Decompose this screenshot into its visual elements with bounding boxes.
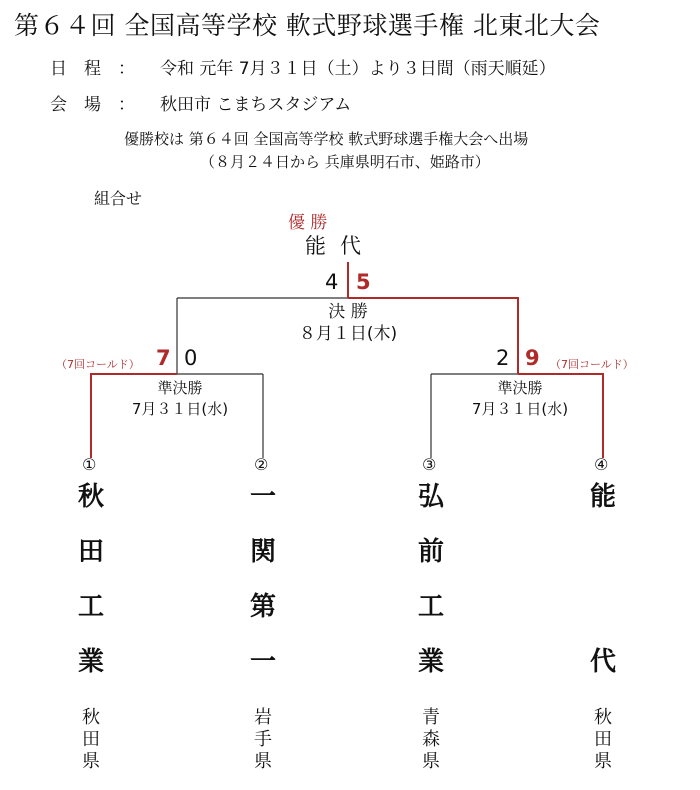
page-title: 第６４回 全国高等学校 軟式野球選手権 北東北大会 [14, 11, 601, 40]
team-1-prefecture-char: 県 [82, 751, 100, 772]
semifinal-left-name: 準決勝 [157, 379, 203, 397]
team-4-name [583, 470, 623, 690]
team-1-name-char: 業 [77, 647, 104, 677]
team-4-prefecture-char: 県 [594, 751, 612, 772]
semifinal-right-score-left: 2 [496, 346, 510, 370]
team-3-prefecture [416, 707, 446, 773]
venue-value: 秋田市 こまちスタジアム [160, 95, 352, 115]
team-1-prefecture-char: 田 [82, 729, 100, 750]
team-2-prefecture-char: 岩 [254, 707, 272, 728]
team-1-name-char: 工 [77, 592, 104, 622]
team-4-prefecture-char: 田 [594, 729, 612, 750]
champion-label: 優 勝 [288, 213, 328, 233]
team-3-name [411, 470, 451, 690]
team-2-name [243, 470, 283, 690]
team-3-name-char: 前 [417, 537, 444, 567]
team-1-name-char: 田 [77, 537, 104, 567]
semifinal-left-date: 7月３１日(水) [131, 400, 229, 418]
team-4-name-char [583, 580, 623, 635]
semifinal-right-date: 7月３１日(水) [471, 400, 569, 418]
team-3-prefecture-char: 森 [422, 729, 440, 750]
team-2-prefecture [248, 707, 278, 773]
semifinal-right-note: （7回コールド） [550, 358, 634, 371]
semifinal-left-note: （7回コールド） [56, 358, 140, 371]
semifinal-right-score-right: 9 [525, 346, 540, 370]
team-2-name-char: 一 [249, 647, 276, 677]
team-2-name-char: 関 [249, 537, 276, 567]
team-1-prefecture-char: 秋 [82, 707, 100, 728]
team-3-name-char: 弘 [417, 482, 444, 512]
team-2-prefecture-char: 手 [254, 729, 272, 750]
team-2-number: ② [254, 455, 269, 474]
notice-line-1: 優勝校は 第６４回 全国高等学校 軟式野球選手権大会へ出場 [124, 130, 529, 148]
semifinal-right-name: 準決勝 [497, 379, 543, 397]
team-1-prefecture [76, 707, 106, 773]
team-3-prefecture-char: 青 [422, 707, 440, 728]
final-round-name: 決 勝 [328, 302, 368, 322]
team-1-number: ① [82, 455, 97, 474]
venue-label: 会 場 ： [50, 95, 135, 115]
team-2-name-char: 第 [249, 592, 276, 622]
team-4-name-char: 代 [589, 647, 616, 677]
team-4-prefecture-char: 秋 [594, 707, 612, 728]
team-3-name-char: 工 [417, 592, 444, 622]
team-2-prefecture-char: 県 [254, 751, 272, 772]
notice-line-2: （８月２４日から 兵庫県明石市、姫路市） [200, 153, 490, 171]
schedule-value: 令和 元年 7月３１日（土）より３日間（雨天順延） [160, 59, 556, 79]
team-4-name-char [583, 525, 623, 580]
team-3-prefecture-char: 県 [422, 751, 440, 772]
semifinal-left-score-left: 7 [156, 346, 171, 370]
team-3-name-char: 業 [417, 647, 444, 677]
champion-name: 能代 [305, 234, 375, 258]
schedule-label: 日 程 ： [50, 59, 135, 79]
team-4-number: ④ [594, 455, 609, 474]
final-round-date: ８月１日(木) [298, 324, 398, 344]
team-1-name-char: 秋 [77, 482, 104, 512]
team-4-prefecture [588, 707, 618, 773]
team-2-name-char: 一 [249, 482, 276, 512]
bracket-section-label: 組合せ [94, 189, 143, 208]
team-4-name-char: 能 [589, 482, 616, 512]
semifinal-left-score-right: 0 [184, 346, 198, 370]
team-3-number: ③ [422, 455, 437, 474]
final-score-right: 5 [356, 270, 371, 294]
final-score-left: 4 [325, 270, 339, 294]
team-1-name [71, 470, 111, 690]
